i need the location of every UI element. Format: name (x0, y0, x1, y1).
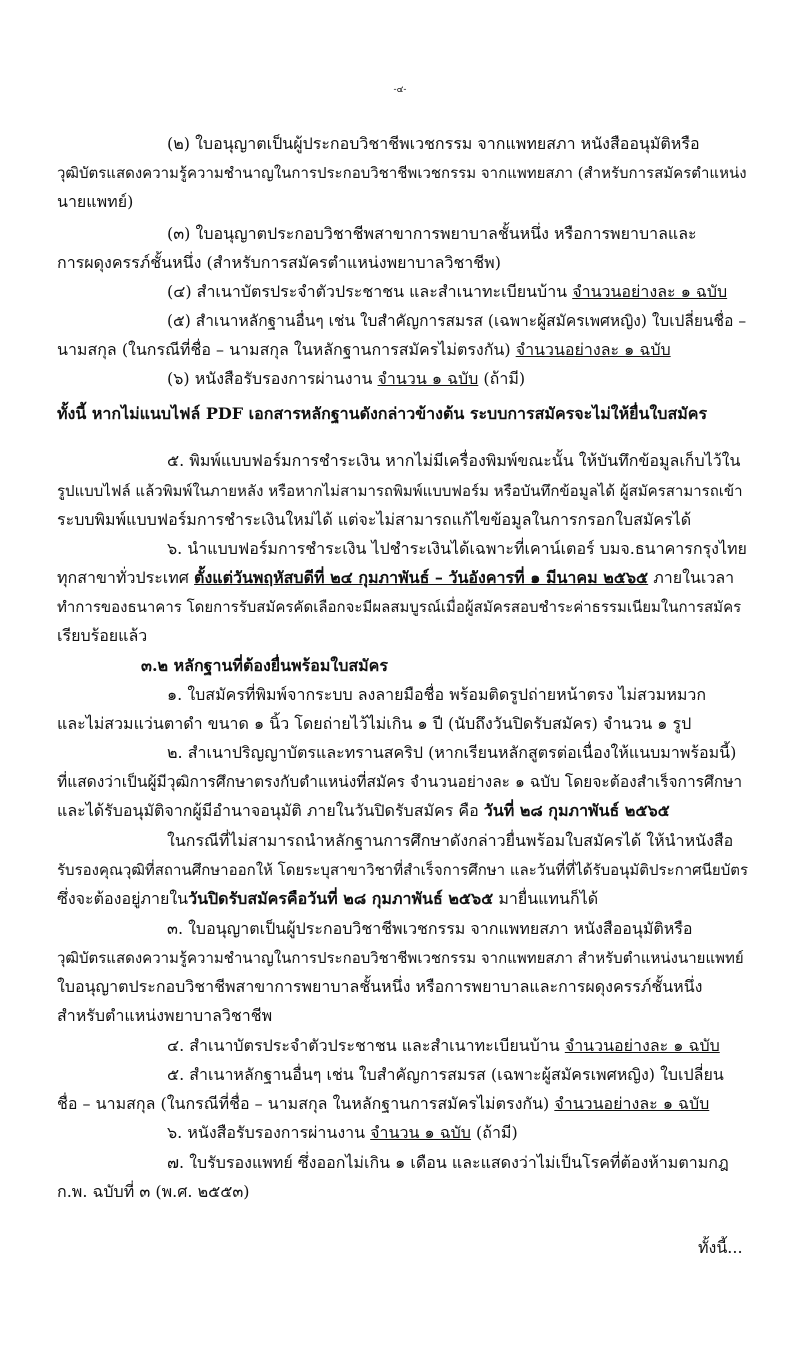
s32-item-6 (167, 1123, 518, 1143)
s32-item-3-line-4: สำหรับตำแหน่งพยาบาลวิชาชีพ (57, 1006, 273, 1025)
item-5-text: นามสกุล (ในกรณีที่ชื่อ – นามสกุล ในหลักฐานการสมัครไม่ตรงกัน) (57, 340, 516, 359)
item-2-line-1: (๒) ใบอนุญาตเป็นผู้ประกอบวิชาชีพเวชกรรม จากแพทยสภา หนังสืออนุมัติหรือ (167, 134, 700, 153)
item-2-line-3: นายแพทย์) (57, 192, 134, 211)
s32-item-2-line-1: ๒. สำเนาปริญญาบัตรและทรานสคริป (หากเรียนหลักสูตรต่อเนื่องให้แนบมาพร้อมนี้) (167, 743, 737, 762)
s32-item-1-line-1: ๑. ใบสมัครที่พิมพ์จากระบบ ลงลายมือชื่อ พร้อมติดรูปถ่ายหน้าตรง ไม่สวมหมวก (167, 685, 707, 704)
s32-item-2-para2-line-2: รับรองคุณวุฒิที่สถานศึกษาออกให้ โดยระบุสาขาวิชาที่สำเร็จการศึกษา และวันที่ที่ได้รับอนุมัติประกาศนียบัตร (57, 861, 749, 879)
item-4-text: (๔) สำเนาบัตรประจำตัวประชาชน และสำเนาทะเบียนบ้าน (167, 282, 573, 301)
s32-item-2-para2-line-1: ในกรณีที่ไม่สามารถนำหลักฐานการศึกษาดังกล่าวยื่นพร้อมใบสมัครได้ ให้นำหนังสือ (167, 831, 734, 850)
item-6 (167, 369, 525, 389)
s32-item-5-line-1: ๕. สำเนาหลักฐานอื่นๆ เช่น ใบสำคัญการสมรส (เฉพาะผู้สมัครเพศหญิง) ใบเปลี่ยน (167, 1065, 724, 1084)
step-5-line-2: รูปแบบไฟล์ แล้วพิมพ์ในภายหลัง หรือหากไม่สามารถพิมพ์แบบฟอร์ม หรือบันทึกข้อมูลได้ ผู้สมัครสามารถเข้า (57, 482, 743, 500)
s32-item-7-line-1: ๗. ใบรับรองแพทย์ ซึ่งออกไม่เกิน ๑ เดือน และแสดงว่าไม่เป็นโรคที่ต้องห้ามตามกฎ (167, 1153, 729, 1172)
step-5-line-1: ๕. พิมพ์แบบฟอร์มการชำระเงิน หากไม่มีเครื่องพิมพ์ขณะนั้น ให้บันทึกข้อมูลเก็บไว้ใน (167, 451, 741, 470)
s32-item-4-text: ๔. สำเนาบัตรประจำตัวประชาชน และสำเนาทะเบียนบ้าน (167, 1036, 565, 1055)
s32-item-3-line-1: ๓. ใบอนุญาตเป็นผู้ประกอบวิชาชีพเวชกรรม จากแพทยสภา หนังสืออนุมัติหรือ (167, 919, 693, 938)
s32-item-1-line-2: และไม่สวมแว่นตาดำ ขนาด ๑ นิ้ว โดยถ่ายไว้ไม่เกิน ๑ ปี (นับถึงวันปิดรับสมัคร) จำนวน ๑ รูป (57, 714, 692, 733)
item-6-text: (๖) หนังสือรับรองการผ่านงาน (167, 369, 378, 388)
item-5-line-1: (๕) สำเนาหลักฐานอื่นๆ เช่น ใบสำคัญการสมรส (เฉพาะผู้สมัครเพศหญิง) ใบเปลี่ยนชื่อ – (167, 312, 747, 330)
step-5-line-3: ระบบพิมพ์แบบฟอร์มการชำระเงินใหม่ได้ แต่จะไม่สามารถแก้ไขข้อมูลในการกรอกใบสมัครได้ (57, 510, 692, 529)
item-5-line-2 (57, 340, 671, 360)
s32-item-6-quantity: จำนวน ๑ ฉบับ (370, 1123, 471, 1142)
step-6-line-1: ๖. นำแบบฟอร์มการชำระเงิน ไปชำระเงินได้เฉพาะที่เคาน์เตอร์ บมจ.ธนาคารกรุงไทย (167, 539, 747, 558)
page-number: -๔- (393, 85, 407, 95)
item-2-line-2: วุฒิบัตรแสดงความรู้ความชำนาญในการประกอบวิชาชีพเวชกรรม จากแพทยสภา (สำหรับการสมัครตำแหน่ง (57, 164, 747, 182)
s32-item-2-para2-line-3 (57, 889, 598, 909)
step-6-line-2 (57, 568, 734, 588)
step-6-line-3: ทำการของธนาคาร โดยการรับสมัครคัดเลือกจะมีผลสมบูรณ์เมื่อผู้สมัครสอบชำระค่าธรรมเนียมในการสมัคร (57, 598, 742, 616)
closing-date: วันที่ ๒๘ กุมภาพันธ์ ๒๕๖๕ (483, 801, 670, 820)
closing-date-2: วันปิดรับสมัครคือวันที่ ๒๘ กุมภาพันธ์ ๒๕๖๕ (188, 889, 494, 908)
s32-item-5-text: ชื่อ – นามสกุล (ในกรณีที่ชื่อ – นามสกุล ในหลักฐานการสมัครไม่ตรงกัน) (57, 1094, 555, 1113)
s32-item-4-quantity: จำนวนอย่างละ ๑ ฉบับ (564, 1036, 720, 1055)
item-5-quantity: จำนวนอย่างละ ๑ ฉบับ (515, 340, 671, 359)
s32-item-2-para2-tail: มายื่นแทนก็ได้ (493, 889, 599, 908)
s32-item-2-para2-text: ซึ่งจะต้องอยู่ภายใน (57, 889, 189, 908)
s32-item-4 (167, 1036, 720, 1056)
item-6-quantity: จำนวน ๑ ฉบับ (377, 369, 479, 388)
s32-item-3-line-2: วุฒิบัตรแสดงความรู้ความชำนาญในการประกอบวิชาชีพเวชกรรม จากแพทยสภา สำหรับตำแหน่งนายแพทย์ (57, 949, 744, 967)
item-4-quantity: จำนวนอย่างละ ๑ ฉบับ (572, 282, 728, 301)
item-3-line-2: การผดุงครรภ์ชั้นหนึ่ง (สำหรับการสมัครตำแหน่งพยาบาลวิชาชีพ) (57, 253, 501, 272)
payment-period: ตั้งแต่วันพฤหัสบดีที่ ๒๔ กุมภาพันธ์ – วันอังคารที่ ๑ มีนาคม ๒๕๖๕ (194, 568, 649, 587)
item-6-tail: (ถ้ามี) (478, 369, 526, 388)
pdf-warning: ทั้งนี้ หากไม่แนบไฟล์ PDF เอกสารหลักฐานดังกล่าวข้างต้น ระบบการสมัครจะไม่ให้ยื่นใบสมัคร (57, 404, 708, 423)
s32-item-2-line-2: ที่แสดงว่าเป็นผู้มีวุฒิการศึกษาตรงกับตำแหน่งที่สมัคร จำนวนอย่างละ ๑ ฉบับ โดยจะต้องสำเร็จการศึกษา (57, 773, 743, 791)
s32-item-6-tail: (ถ้ามี) (470, 1123, 518, 1142)
step-6-line-4: เรียบร้อยแล้ว (57, 626, 148, 645)
step-6-tail: ภายในเวลา (648, 568, 735, 587)
s32-item-2-line-3 (57, 801, 670, 821)
item-4 (167, 282, 727, 302)
s32-item-6-text: ๖. หนังสือรับรองการผ่านงาน (167, 1123, 371, 1142)
s32-item-7-line-2: ก.พ. ฉบับที่ ๓ (พ.ศ. ๒๕๕๓) (57, 1182, 250, 1201)
section-3-2-heading: ๓.๒ หลักฐานที่ต้องยื่นพร้อมใบสมัคร (141, 656, 388, 675)
s32-item-2-text: และได้รับอนุมัติจากผู้มีอำนาจอนุมัติ ภายในวันปิดรับสมัคร คือ (57, 801, 484, 820)
item-3-line-1: (๓) ใบอนุญาตประกอบวิชาชีพสาขาการพยาบาลชั้นหนึ่ง หรือการพยาบาลและ (167, 224, 697, 243)
s32-item-5-line-2 (57, 1094, 709, 1114)
s32-item-5-quantity: จำนวนอย่างละ ๑ ฉบับ (554, 1094, 710, 1113)
continuation-marker: ทั้งนี้... (698, 1238, 743, 1257)
s32-item-3-line-3: ใบอนุญาตประกอบวิชาชีพสาขาการพยาบาลชั้นหนึ่ง หรือการพยาบาลและการผดุงครรภ์ชั้นหนึ่ง (57, 977, 703, 996)
step-6-text: ทุกสาขาทั่วประเทศ (57, 568, 195, 587)
